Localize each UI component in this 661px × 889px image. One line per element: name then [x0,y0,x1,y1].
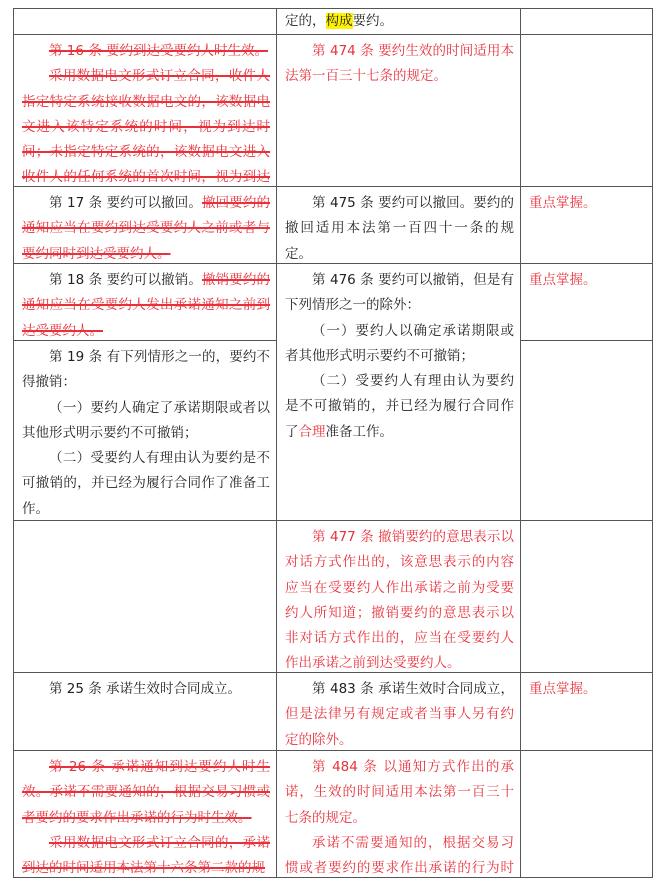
new-law-cell [276,750,521,878]
paragraph [22,446,270,521]
note-cell [520,8,653,35]
old-law-cell [13,340,277,521]
note-cell [520,340,653,521]
note-cell [520,672,653,751]
added-text: 第 477 条 撤销要约的意思表示以对话方式作出的，该意思表示的内容应当在受要约人作出承诺之前为受要约人所知道；撤销要约的意思表示以非对话方式作出的，应当在受要约人作出承诺之前到达受要约人。 [285,529,514,672]
deleted-text: 第 26 条 承诺通知到达要约人时生效。承诺不需要通知的，根据交易习惯或者要约的要求作出承诺的行为时生效。 [22,759,270,826]
text-segment: 第 483 条 承诺生效时合同成立， [312,681,514,697]
note-cell [520,34,653,187]
added-text: 第 474 条 要约生效的时间适用本法第一百三十七条的规定。 [285,43,514,85]
new-law-cell [276,520,521,673]
note-cell [520,520,653,673]
text-segment: （一）要约人确定了承诺期限或者以其他形式明示要约不可撤销； [22,399,270,441]
added-text: 重点掌握。 [529,272,597,288]
new-law-cell [276,186,521,264]
paragraph [285,525,514,673]
paragraph [285,191,514,264]
paragraph [22,831,270,878]
paragraph [529,268,646,293]
deleted-text: 撤回要约的通知应当在要约到达受要约人之前或者与要约同时到达受要约人。 [22,195,270,262]
added-text: 重点掌握。 [529,195,597,211]
paragraph [285,9,514,34]
deleted-text: 第 16 条 要约到达受要约人时生效。 [49,43,269,59]
text-segment: 第 17 条 要约可以撤回。 [49,195,203,211]
text-segment: 第 18 条 要约可以撤销。 [49,272,203,288]
paragraph [22,755,270,831]
old-law-cell [13,8,277,35]
paragraph [529,191,646,216]
paragraph [22,396,270,447]
text-segment: （一）要约人以确定承诺期限或者其他形式明示要约不可撤销； [285,322,514,364]
paragraph [22,268,270,341]
old-law-cell [13,520,277,673]
old-law-cell [13,672,277,751]
old-law-cell [13,263,277,341]
paragraph [529,677,646,702]
old-law-cell [13,186,277,264]
added-text: 重点掌握。 [529,681,597,697]
new-law-cell [276,34,521,187]
new-law-cell [276,263,521,521]
old-law-cell [13,750,277,878]
text-segment: （二）受要约人有理由认为要约是不可撤销的，并已经为履行合同作了准备工作。 [22,450,270,517]
paragraph [285,831,514,878]
text-segment: 要约。 [352,13,393,29]
paragraph [285,319,514,370]
added-text: 合理 [298,423,326,440]
text-segment: 第 19 条 有下列情形之一的，要约不得撤销： [22,349,270,391]
paragraph [285,755,514,831]
paragraph [285,677,514,751]
added-text: 承诺不需要通知的，根据交易习惯或者要约的要求作出承诺的行为时 [285,834,514,877]
added-text: 但是法律另有规定或者当事人另有约定的除外。 [285,706,514,748]
paragraph [22,64,270,187]
paragraph [285,268,514,319]
new-law-cell [276,672,521,751]
text-segment: 准备工作。 [325,423,393,440]
added-text: 第 484 条 以通知方式作出的承诺，生效的时间适用本法第一百三十七条的规定。 [285,759,514,826]
deleted-text: 采用数据电文形式订立合同的，承诺到达的时间适用本法第十六条第二款的规 [22,834,270,877]
paragraph [285,369,514,445]
note-cell [520,186,653,264]
deleted-text: 撤销要约的通知应当在受要约人发出承诺通知之前到达受要约人。 [22,272,270,339]
text-segment: 第 25 条 承诺生效时合同成立。 [49,681,242,697]
note-cell [520,750,653,878]
new-law-cell [276,8,521,35]
paragraph [22,191,270,264]
note-cell [520,263,653,341]
text-segment: （二）受要约人有理由认为要约是不可撤销的，并已经为履行合同作了 [285,373,514,440]
paragraph [22,39,270,64]
paragraph [22,345,270,396]
text-segment: 第 475 条 要约可以撤回。要约的撤回适用本法第一百四十一条的规定。 [285,195,514,262]
text-segment: 第 476 条 要约可以撤销，但是有下列情形之一的除外： [285,272,514,314]
paragraph [285,39,514,90]
old-law-cell [13,34,277,187]
text-segment: 定的， [285,13,326,29]
deleted-text: 采用数据电文形式订立合同，收件人指定特定系统接收数据电文的，该数据电文进入该特定系统的时间，视为到达时间；未指定特定系统的，该数据电文进入收件人的任何系统的首次时间，视为到达 [22,68,270,186]
paragraph [22,677,270,702]
highlighted-text: 构成 [325,13,353,29]
